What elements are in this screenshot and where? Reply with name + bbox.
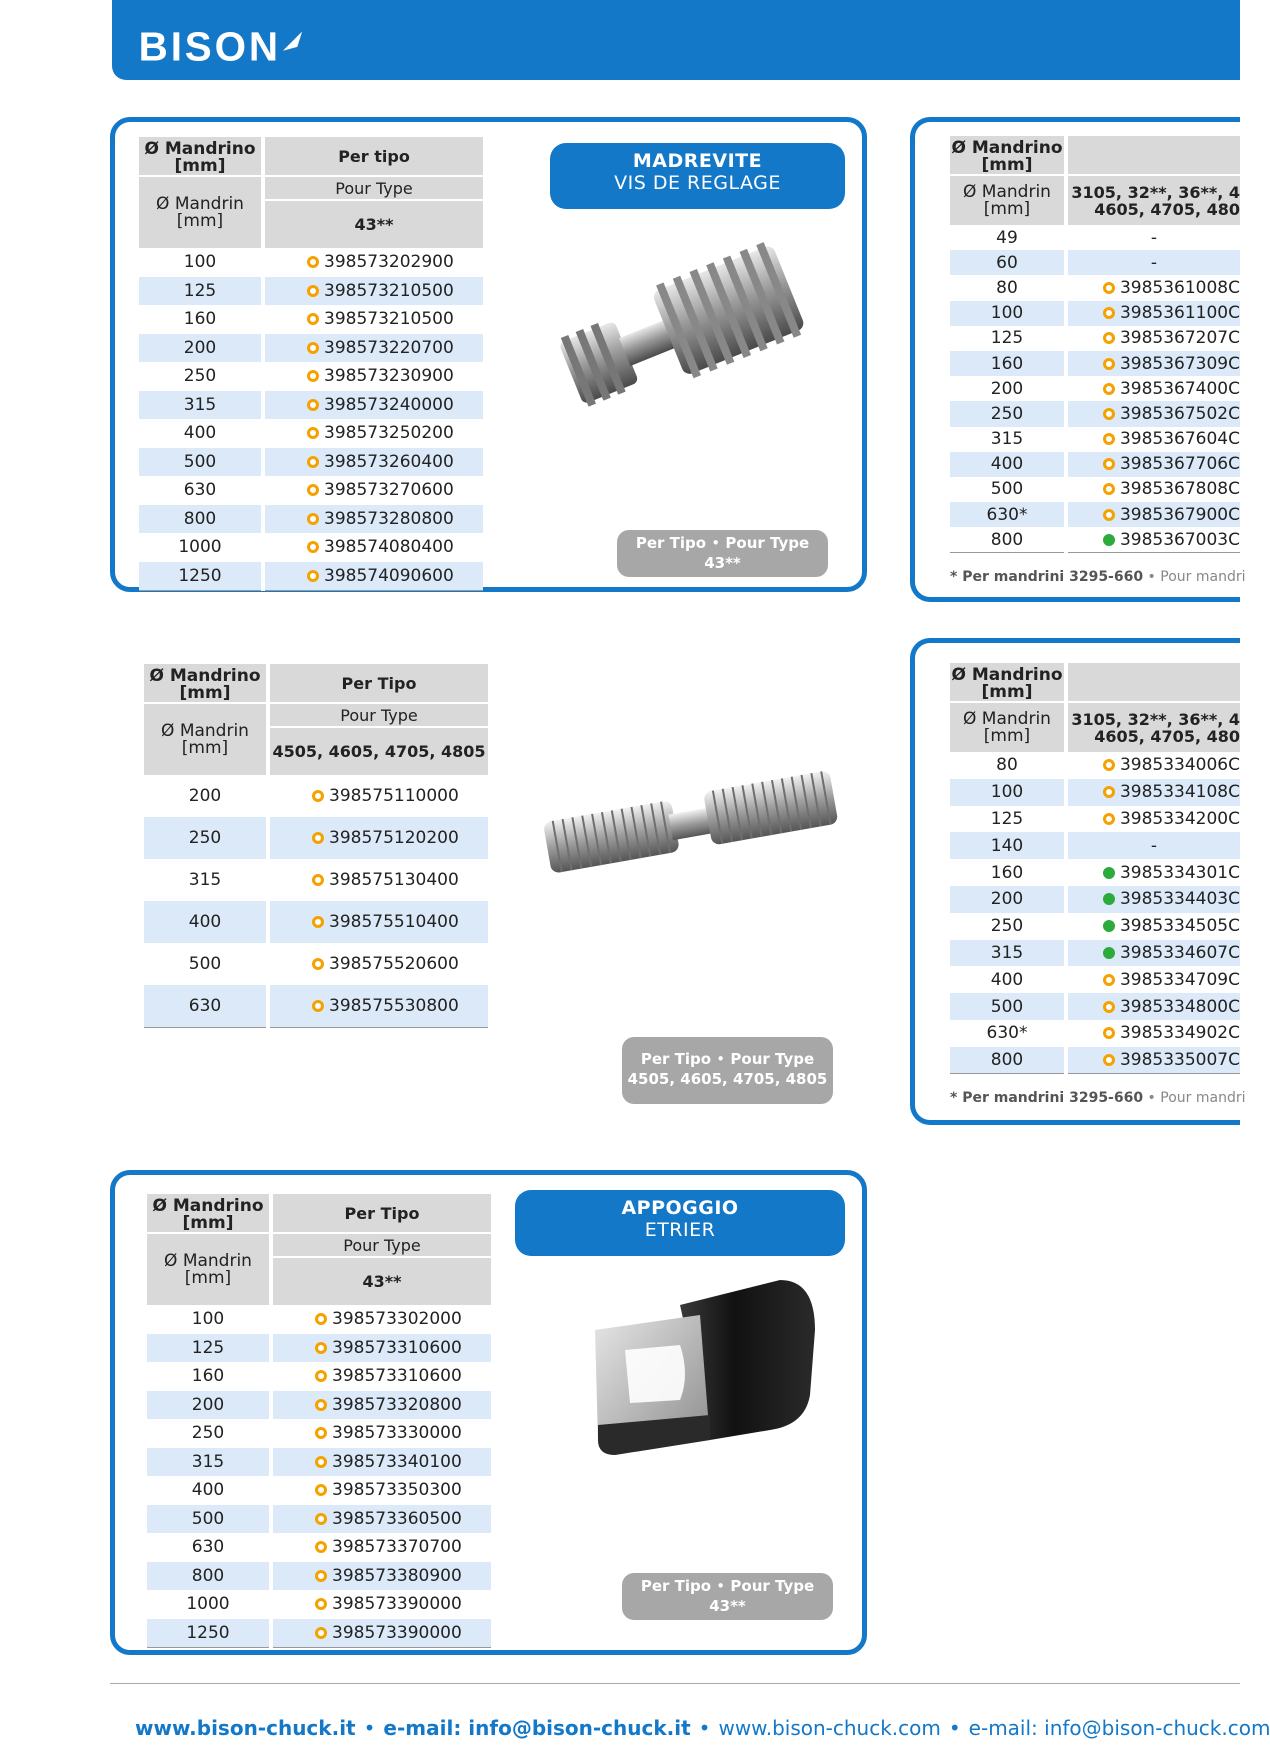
- article-code: 3985367502C: [1066, 401, 1240, 426]
- article-code: 398573390000: [271, 1619, 491, 1648]
- footnote-right-middle: * Per mandrini 3295-660 • Pour mandri: [950, 1090, 1246, 1106]
- table-row: [950, 940, 1240, 967]
- article-code: 398573210500: [263, 277, 483, 306]
- mandrino-size: 200: [950, 376, 1066, 401]
- article-code: 398575110000: [268, 775, 488, 817]
- title-madrevite: [550, 143, 845, 209]
- article-code: 3985334607C: [1066, 940, 1240, 967]
- availability-orange-icon: [315, 1541, 327, 1553]
- mandrino-size: 800: [147, 1562, 271, 1591]
- article-code: 398573310600: [271, 1334, 491, 1363]
- mandrino-size: 125: [950, 806, 1066, 833]
- availability-orange-icon: [1103, 383, 1115, 395]
- table-row: [950, 832, 1240, 859]
- mandrino-size: 400: [950, 966, 1066, 993]
- availability-orange-icon: [307, 484, 319, 496]
- table-row: [147, 1562, 491, 1591]
- table-row: [139, 533, 483, 562]
- mandrino-size: 1250: [139, 562, 263, 591]
- article-code: 3985334006C: [1066, 752, 1240, 779]
- mandrino-size: 100: [147, 1305, 271, 1334]
- footer-contacts: www.bison-chuck.it • e-mail: info@bison-chuck.it • www.bison-chuck.com • e-mail: info@bison-chuck.com: [135, 1716, 1270, 1740]
- table-row: [144, 985, 488, 1027]
- table-row: [139, 476, 483, 505]
- availability-orange-icon: [315, 1627, 327, 1639]
- mandrino-size: 1000: [139, 533, 263, 562]
- availability-orange-icon: [307, 342, 319, 354]
- mandrino-size: 100: [950, 779, 1066, 806]
- article-code: 398575120200: [268, 817, 488, 859]
- table-row: [147, 1391, 491, 1420]
- table-row: [950, 913, 1240, 940]
- title-it: APPOGGIO: [621, 1197, 739, 1219]
- table-row: [144, 817, 488, 859]
- col-mandrino-header: Ø Mandrino [mm]: [147, 1194, 271, 1233]
- article-code: 398574080400: [263, 533, 483, 562]
- table-row: [139, 562, 483, 591]
- availability-orange-icon: [1103, 358, 1115, 370]
- col-mandrino-header: Ø Mandrino [mm]: [950, 136, 1066, 175]
- article-code: 398573240000: [263, 391, 483, 420]
- footnote-right-top: * Per mandrini 3295-660 • Pour mandri: [950, 569, 1246, 585]
- table-row: [147, 1362, 491, 1391]
- mandrino-size: 250: [147, 1419, 271, 1448]
- table-row: [950, 452, 1240, 477]
- mandrino-size: 400: [950, 452, 1066, 477]
- table-row: [950, 225, 1240, 250]
- table-madrevite-4505: [144, 664, 488, 1028]
- article-code: 3985361008C: [1066, 275, 1240, 300]
- col-type-header-fr: Pour Type: [263, 176, 483, 200]
- availability-orange-icon: [1103, 282, 1115, 294]
- article-code: 3985367003C: [1066, 527, 1240, 552]
- table-row: [950, 886, 1240, 913]
- title-fr: VIS DE REGLAGE: [614, 172, 781, 194]
- article-code: 398574090600: [263, 562, 483, 591]
- table-row: [139, 305, 483, 334]
- article-code: 3985334403C: [1066, 886, 1240, 913]
- col-type-header-fr: Pour Type: [268, 703, 488, 727]
- article-code: 3985335007C: [1066, 1047, 1240, 1074]
- mandrino-size: 630: [139, 476, 263, 505]
- mandrino-size: 100: [950, 301, 1066, 326]
- table-row: [147, 1619, 491, 1648]
- table-right-middle: [950, 663, 1240, 1074]
- mandrino-size: 160: [139, 305, 263, 334]
- availability-orange-icon: [1103, 332, 1115, 344]
- article-code: 398573280800: [263, 505, 483, 534]
- table-row: [139, 362, 483, 391]
- article-code: 398573250200: [263, 419, 483, 448]
- article-code: 398573370700: [271, 1533, 491, 1562]
- mandrino-size: 400: [147, 1476, 271, 1505]
- table-row: [950, 1047, 1240, 1074]
- article-code: 398573380900: [271, 1562, 491, 1591]
- availability-orange-icon: [1103, 1027, 1115, 1039]
- mandrino-size: 800: [950, 527, 1066, 552]
- article-code: 3985367604C: [1066, 427, 1240, 452]
- type-value: 43**: [263, 200, 483, 248]
- table-row: [139, 505, 483, 534]
- mandrino-size: 125: [950, 326, 1066, 351]
- table-row: [950, 275, 1240, 300]
- availability-orange-icon: [1103, 1001, 1115, 1013]
- availability-orange-icon: [1103, 433, 1115, 445]
- mandrino-size: 160: [950, 351, 1066, 376]
- availability-orange-icon: [1103, 458, 1115, 470]
- bison-logo: [135, 20, 325, 70]
- mandrino-size: 49: [950, 225, 1066, 250]
- article-code: 3985334200C: [1066, 806, 1240, 833]
- mandrino-size: 250: [139, 362, 263, 391]
- mandrino-size: 80: [950, 752, 1066, 779]
- mandrino-size: 200: [144, 775, 268, 817]
- availability-orange-icon: [315, 1313, 327, 1325]
- article-code: 398573230900: [263, 362, 483, 391]
- availability-orange-icon: [307, 370, 319, 382]
- table-row: [139, 419, 483, 448]
- availability-orange-icon: [315, 1513, 327, 1525]
- mandrino-size: 630: [144, 985, 268, 1027]
- mandrino-size: 630: [147, 1533, 271, 1562]
- availability-orange-icon: [307, 313, 319, 325]
- availability-orange-icon: [1103, 483, 1115, 495]
- col-mandrin-header: Ø Mandrin [mm]: [950, 702, 1066, 752]
- table-row: [144, 943, 488, 985]
- table-row: [950, 527, 1240, 552]
- mandrino-size: 500: [147, 1505, 271, 1534]
- footer-rule: [110, 1683, 1240, 1684]
- mandrino-size: 1000: [147, 1590, 271, 1619]
- availability-green-icon: [1103, 534, 1115, 546]
- table-row: [950, 351, 1240, 376]
- mandrino-size: 125: [147, 1334, 271, 1363]
- availability-orange-icon: [1103, 307, 1115, 319]
- mandrino-size: 630*: [950, 502, 1066, 527]
- availability-orange-icon: [1103, 813, 1115, 825]
- article-code: 398573360500: [271, 1505, 491, 1534]
- availability-green-icon: [1103, 947, 1115, 959]
- availability-orange-icon: [312, 1000, 324, 1012]
- table-row: [147, 1334, 491, 1363]
- availability-green-icon: [1103, 920, 1115, 932]
- col-mandrin-header: Ø Mandrin [mm]: [144, 703, 268, 775]
- article-code: 3985367207C: [1066, 326, 1240, 351]
- table-row: [950, 326, 1240, 351]
- table-row: [950, 779, 1240, 806]
- article-code: 398573260400: [263, 448, 483, 477]
- article-code: 3985334108C: [1066, 779, 1240, 806]
- article-code: 3985367309C: [1066, 351, 1240, 376]
- col-mandrino-header: Ø Mandrino [mm]: [144, 664, 268, 703]
- lead-screw-image: [548, 232, 823, 402]
- table-row: [950, 427, 1240, 452]
- table-row: [950, 376, 1240, 401]
- table-row: [144, 775, 488, 817]
- col-mandrin-header: Ø Mandrin [mm]: [139, 176, 263, 248]
- article-code: 3985361100C: [1066, 301, 1240, 326]
- availability-orange-icon: [315, 1427, 327, 1439]
- title-appoggio: [515, 1190, 845, 1256]
- table-row: [139, 334, 483, 363]
- article-code: 3985334800C: [1066, 993, 1240, 1020]
- type-pill-3: Per Tipo • Pour Type 43**: [622, 1573, 833, 1620]
- article-code: -: [1150, 227, 1158, 248]
- article-code: 3985334902C: [1066, 1020, 1240, 1047]
- type-value: 4505, 4605, 4705, 4805: [268, 727, 488, 775]
- mandrino-size: 500: [950, 477, 1066, 502]
- type-pill-1: Per Tipo • Pour Type 43**: [617, 530, 828, 577]
- table-row: [950, 477, 1240, 502]
- website-it-link[interactable]: www.bison-chuck.it: [135, 1716, 356, 1740]
- mandrino-size: 160: [950, 859, 1066, 886]
- mandrino-size: 315: [950, 427, 1066, 452]
- availability-orange-icon: [315, 1484, 327, 1496]
- availability-orange-icon: [312, 832, 324, 844]
- availability-orange-icon: [1103, 1054, 1115, 1066]
- article-code: 3985367808C: [1066, 477, 1240, 502]
- availability-orange-icon: [315, 1570, 327, 1582]
- table-row: [144, 901, 488, 943]
- table-row: [139, 248, 483, 277]
- col-type-header-fr: Pour Type: [271, 1233, 491, 1257]
- mandrino-size: 500: [950, 993, 1066, 1020]
- article-code: 3985334301C: [1066, 859, 1240, 886]
- availability-orange-icon: [307, 541, 319, 553]
- availability-orange-icon: [312, 916, 324, 928]
- table-row: [950, 806, 1240, 833]
- table-row: [147, 1590, 491, 1619]
- mandrino-size: 60: [950, 250, 1066, 275]
- mandrino-size: 315: [144, 859, 268, 901]
- mandrino-size: 630*: [950, 1020, 1066, 1047]
- type-value: 3105, 32**, 36**, 4 4605, 4705, 480: [1066, 702, 1240, 752]
- col-type-header-it: Per tipo: [263, 137, 483, 176]
- website-com-link[interactable]: www.bison-chuck.com: [718, 1716, 941, 1740]
- table-row: [147, 1533, 491, 1562]
- table-row: [950, 250, 1240, 275]
- table-row: [139, 448, 483, 477]
- mandrino-size: 200: [139, 334, 263, 363]
- availability-green-icon: [1103, 893, 1115, 905]
- table-row: [950, 859, 1240, 886]
- mandrino-size: 80: [950, 275, 1066, 300]
- availability-orange-icon: [307, 285, 319, 297]
- col-type-header-blank: [1066, 663, 1240, 702]
- article-code: 398573310600: [271, 1362, 491, 1391]
- mandrino-size: 200: [147, 1391, 271, 1420]
- article-code: 3985334505C: [1066, 913, 1240, 940]
- article-code: -: [1066, 250, 1240, 275]
- col-mandrin-header: Ø Mandrin [mm]: [950, 175, 1066, 225]
- article-code: 398575520600: [268, 943, 488, 985]
- table-row: [139, 391, 483, 420]
- table-row: [144, 859, 488, 901]
- article-code: 398575130400: [268, 859, 488, 901]
- email-com-link[interactable]: e-mail: info@bison-chuck.com: [968, 1716, 1270, 1740]
- mandrino-size: 250: [950, 401, 1066, 426]
- article-code: 398573270600: [263, 476, 483, 505]
- availability-orange-icon: [307, 570, 319, 582]
- mandrino-size: 100: [139, 248, 263, 277]
- article-code: 398575510400: [268, 901, 488, 943]
- availability-orange-icon: [307, 513, 319, 525]
- table-appoggio-43: [147, 1194, 491, 1648]
- availability-orange-icon: [315, 1399, 327, 1411]
- col-mandrino-header: Ø Mandrino [mm]: [139, 137, 263, 176]
- article-code: 398575530800: [268, 985, 488, 1027]
- table-row: [147, 1476, 491, 1505]
- article-code: 398573350300: [271, 1476, 491, 1505]
- mandrino-size: 250: [144, 817, 268, 859]
- table-row: [950, 1020, 1240, 1047]
- mandrino-size: 315: [950, 940, 1066, 967]
- col-mandrin-header: Ø Mandrin [mm]: [147, 1233, 271, 1305]
- col-type-header-it: Per Tipo: [268, 664, 488, 703]
- mandrino-size: 400: [139, 419, 263, 448]
- col-mandrino-header: Ø Mandrino [mm]: [950, 663, 1066, 702]
- availability-orange-icon: [315, 1370, 327, 1382]
- availability-orange-icon: [315, 1598, 327, 1610]
- mandrino-size: 315: [147, 1448, 271, 1477]
- article-code: -: [1066, 832, 1240, 859]
- threaded-rod-image: [540, 755, 840, 890]
- availability-orange-icon: [307, 456, 319, 468]
- availability-orange-icon: [1103, 759, 1115, 771]
- article-code: 3985367900C: [1066, 502, 1240, 527]
- availability-orange-icon: [1103, 974, 1115, 986]
- availability-orange-icon: [1103, 509, 1115, 521]
- svg-text:BISON: BISON: [138, 23, 281, 70]
- table-row: [147, 1419, 491, 1448]
- table-row: [950, 966, 1240, 993]
- title-fr: ETRIER: [644, 1219, 716, 1241]
- mandrino-size: 500: [139, 448, 263, 477]
- article-code: 398573320800: [271, 1391, 491, 1420]
- availability-orange-icon: [1103, 408, 1115, 420]
- mandrino-size: 160: [147, 1362, 271, 1391]
- table-row: [147, 1448, 491, 1477]
- mandrino-size: 800: [139, 505, 263, 534]
- mandrino-size: 250: [950, 913, 1066, 940]
- table-row: [139, 277, 483, 306]
- article-code: 3985367706C: [1066, 452, 1240, 477]
- availability-orange-icon: [315, 1456, 327, 1468]
- type-value: 43**: [271, 1257, 491, 1305]
- mandrino-size: 125: [139, 277, 263, 306]
- availability-orange-icon: [312, 958, 324, 970]
- mandrino-size: 500: [144, 943, 268, 985]
- article-code: 398573340100: [271, 1448, 491, 1477]
- article-code: 3985334709C: [1066, 966, 1240, 993]
- availability-orange-icon: [312, 790, 324, 802]
- mandrino-size: 200: [950, 886, 1066, 913]
- article-code: 3985367400C: [1066, 376, 1240, 401]
- type-value: 3105, 32**, 36**, 4 4605, 4705, 480: [1066, 175, 1240, 225]
- col-type-header-blank: [1066, 136, 1240, 175]
- article-code: 398573390000: [271, 1590, 491, 1619]
- mandrino-size: 140: [950, 832, 1066, 859]
- article-code: 398573202900: [263, 248, 483, 277]
- mandrino-size: 1250: [147, 1619, 271, 1648]
- table-madrevite-43: [139, 137, 483, 591]
- table-row: [950, 502, 1240, 527]
- table-row: [950, 401, 1240, 426]
- availability-orange-icon: [307, 427, 319, 439]
- mandrino-size: 800: [950, 1047, 1066, 1074]
- article-code: 398573220700: [263, 334, 483, 363]
- mandrino-size: 315: [139, 391, 263, 420]
- article-code: 398573330000: [271, 1419, 491, 1448]
- availability-orange-icon: [307, 399, 319, 411]
- availability-green-icon: [1103, 867, 1115, 879]
- table-row: [147, 1305, 491, 1334]
- support-block-image: [570, 1275, 820, 1460]
- availability-orange-icon: [315, 1342, 327, 1354]
- title-it: MADREVITE: [632, 150, 763, 172]
- availability-orange-icon: [1103, 786, 1115, 798]
- table-row: [147, 1505, 491, 1534]
- mandrino-size: 400: [144, 901, 268, 943]
- email-it-link[interactable]: e-mail: info@bison-chuck.it: [383, 1716, 691, 1740]
- col-type-header-it: Per Tipo: [271, 1194, 491, 1233]
- availability-orange-icon: [307, 256, 319, 268]
- article-code: 398573302000: [271, 1305, 491, 1334]
- article-code: 398573210500: [263, 305, 483, 334]
- table-row: [950, 301, 1240, 326]
- table-row: [950, 752, 1240, 779]
- availability-orange-icon: [312, 874, 324, 886]
- table-right-top: [950, 136, 1240, 553]
- table-row: [950, 993, 1240, 1020]
- type-pill-2: Per Tipo • Pour Type 4505, 4605, 4705, 4805: [622, 1037, 833, 1104]
